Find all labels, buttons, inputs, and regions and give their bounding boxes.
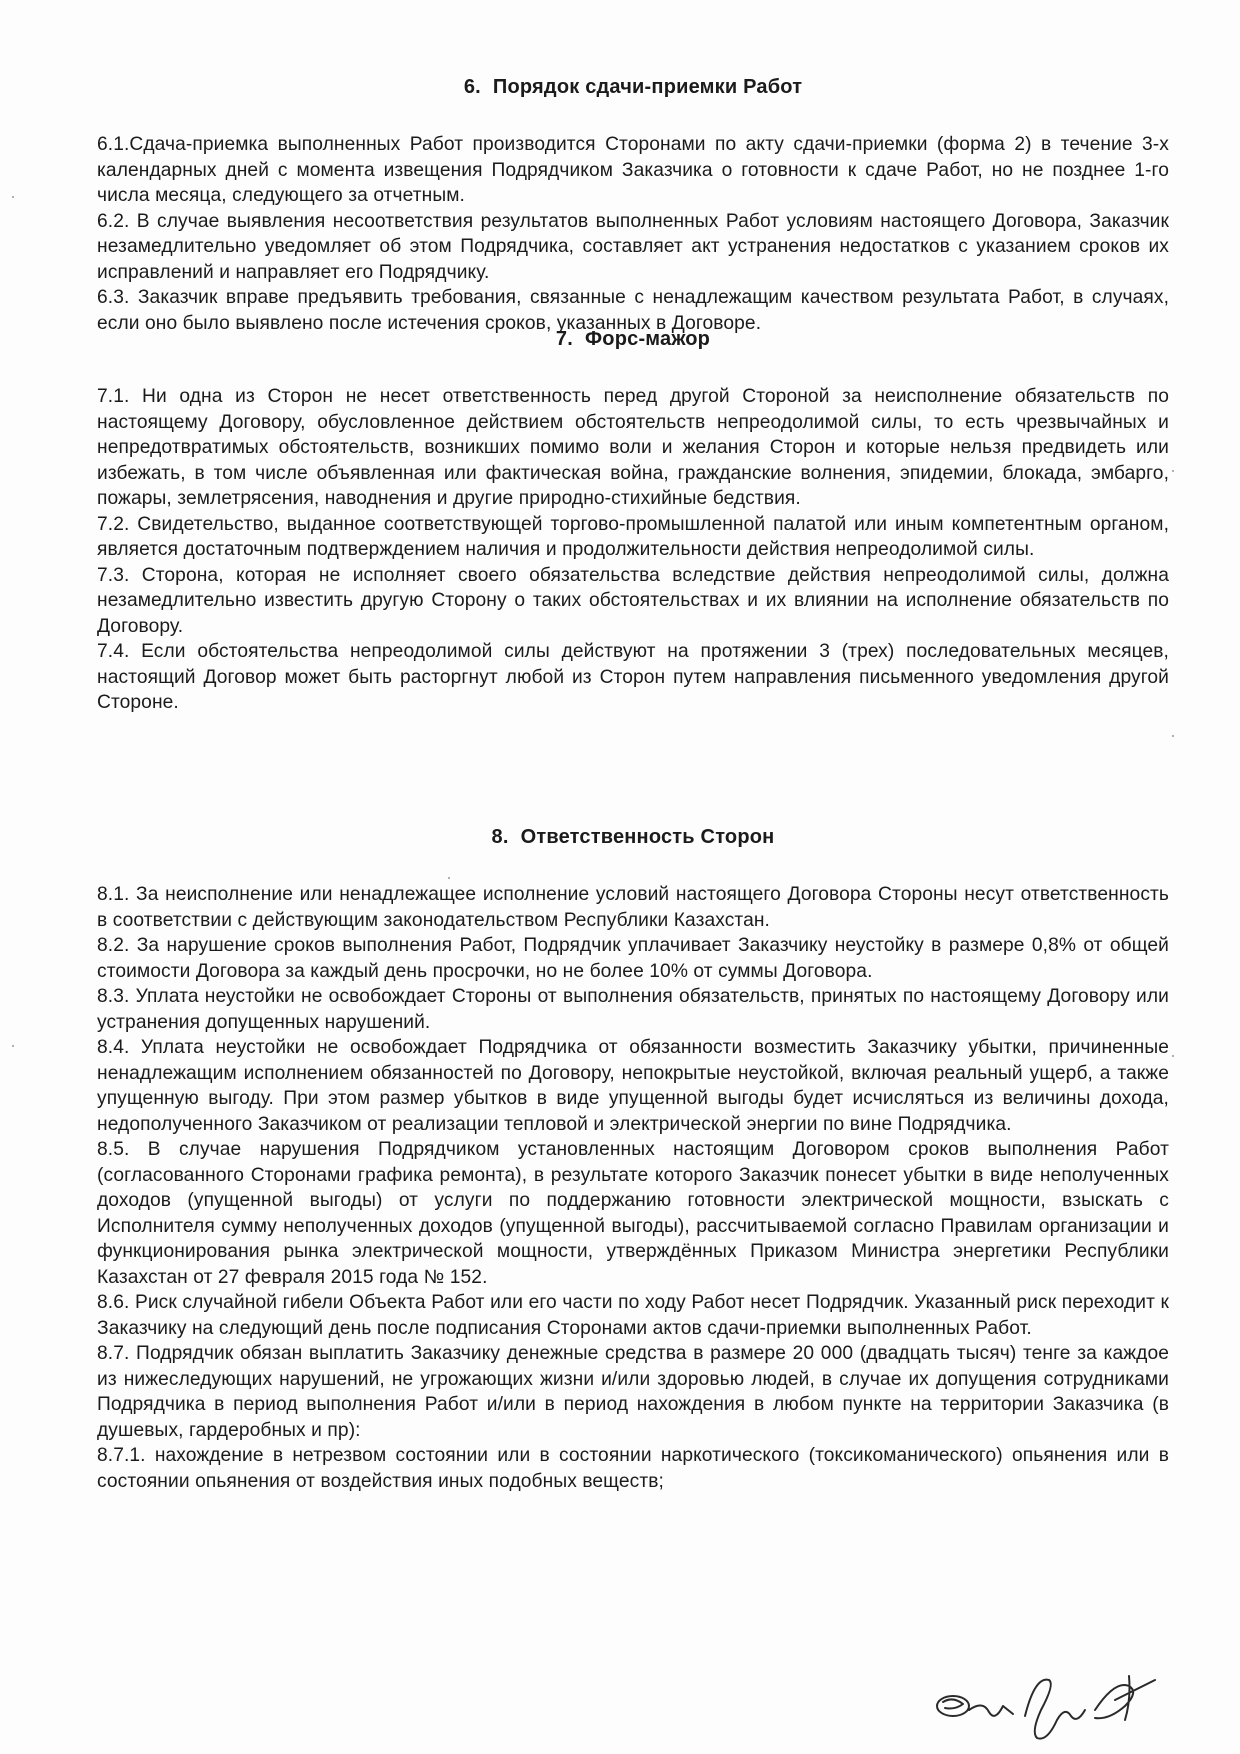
clause-7-4: 7.4. Если обстоятельства непреодолимой силы действуют на протяжении 3 (трех) последовательных месяцев, настоящий Договор может быть расторгнут любой из Сторон путем направления письменного уведомления другой Стороне.: [97, 641, 1169, 713]
clause-6-1: 6.1.Сдача-приемка выполненных Работ производится Сторонами по акту сдачи-приемки (форма 2) в течение 3-х календарных дней с момента извещения Подрядчиком Заказчика о готовности к сдаче Работ, но не позднее 1-го числа месяца, следующего за отчетным.: [97, 134, 1169, 206]
clause-6-3: 6.3. Заказчик вправе предъявить требования, связанные с ненадлежащим качеством результата Работ, в случаях, если оно было выявлено после истечения сроков, указанных в Договоре.: [97, 287, 1169, 334]
scan-speck: [1172, 1055, 1174, 1057]
clause-8-5: 8.5. В случае нарушения Подрядчиком установленных настоящим Договором сроков выполнения Работ (согласованного Сторонами графика ремонта), в результате которого Заказчик понесет убытки в виде неполученных доходов (упущенной выгоды) от услуги по поддержанию готовности электрической мощности, взыскать с Исполнителя сумму неполученных доходов (упущенной выгоды), рассчитываемой согласно Правилам организации и функционирования рынка электрической мощности, утверждённых Приказом Министра энергетики Республики Казахстан от 27 февраля 2015 года № 152.: [97, 1139, 1169, 1288]
clause-8-7-1: 8.7.1. нахождение в нетрезвом состоянии или в состоянии наркотического (токсикоманического) опьянения или в состоянии опьянения от воздействия иных подобных веществ;: [97, 1445, 1169, 1492]
signature-stroke: [1025, 1680, 1085, 1739]
section-6: [97, 76, 1169, 336]
section-title: Ответственность Сторон: [520, 826, 775, 848]
clause-7-1: 7.1. Ни одна из Сторон не несет ответственность перед другой Стороной за неисполнение обязательств по настоящему Договору, обусловленное действием обстоятельств непреодолимой силы, то есть чрезвычайных и непредотвратимых обстоятельств, возникших помимо воли и желания Сторон и которые нельзя предвидеть или избежать, в том числе объявленная или фактическая война, гражданские волнения, эпидемии, блокада, эмбарго, пожары, землетрясения, наводнения и другие природно-стихийные бедствия.: [97, 386, 1169, 509]
clause-8-6: 8.6. Риск случайной гибели Объекта Работ или его части по ходу Работ несет Подрядчик. Указанный риск переходит к Заказчику на следующий день после подписания Сторонами актов сдачи-приемки выполненных Работ.: [97, 1292, 1169, 1339]
section-number: 7.: [555, 328, 574, 350]
section-title: Порядок сдачи-приемки Работ: [492, 76, 803, 98]
clause-8-2: 8.2. За нарушение сроков выполнения Работ, Подрядчик уплачивает Заказчику неустойку в размере 0,8% от общей стоимости Договора за каждый день просрочки, но не более 10% от суммы Договора.: [97, 935, 1169, 982]
section-8: [97, 826, 1169, 1494]
signature-stroke: [1095, 1676, 1155, 1720]
clause-8-4: 8.4. Уплата неустойки не освобождает Подрядчика от обязанности возместить Заказчику убытки, причиненные ненадлежащим исполнением обязанностей по Договору, непокрытые неустойкой, включая реальный ущерб, а также упущенную выгоду. При этом размер убытков в виде упущенной выгоды будет исчисляться из величины дохода, недополученного Заказчиком от реализации тепловой и электрической энергии по вине Подрядчика.: [97, 1037, 1169, 1135]
scan-speck: [1172, 470, 1174, 472]
section-heading: [97, 826, 1169, 849]
scan-speck: [12, 1045, 14, 1047]
clause-7-2: 7.2. Свидетельство, выданное соответствующей торгово-промышленной палатой или иным компетентным органом, является достаточным подтверждением наличия и продолжительности действия непреодолимой силы.: [97, 513, 1169, 560]
section-number: 6.: [463, 76, 481, 98]
clause-7-3: 7.3. Сторона, которая не исполняет своего обязательства вследствие действия непреодолимой силы, должна незамедлительно известить другую Сторону о таких обстоятельствах и их влиянии на исполнение обязательств по Договору.: [97, 564, 1169, 637]
clause-8-7: 8.7. Подрядчик обязан выплатить Заказчику денежные средства в размере 20 000 (двадцать тысяч) тенге за каждое из нижеследующих нарушений, не угрожающих жизни и/или здоровью людей, в случае их допущения сотрудниками Подрядчика в период выполнения Работ и/или в период нахождения в любом пункте на территории Заказчика (в душевых, гардеробных и пр):: [97, 1343, 1169, 1441]
scan-speck: [12, 196, 14, 198]
section-heading: [97, 328, 1169, 351]
scan-speck: [1172, 735, 1174, 737]
section-7: [97, 328, 1169, 716]
clause-6-2: 6.2. В случае выявления несоответствия результатов выполненных Работ условиям настоящего Договора, Заказчик незамедлительно уведомляет об этом Подрядчика, составляет акт устранения недостатков с указанием сроков их исправлений и направляет его Подрядчику.: [97, 210, 1169, 283]
signature-stroke: [969, 1705, 1013, 1715]
clause-8-1: 8.1. За неисполнение или ненадлежащее исполнение условий настоящего Договора Стороны несут ответственность в соответствии с действующим законодательством Республики Казахстан.: [97, 884, 1169, 931]
section-title: Форс-мажор: [585, 328, 711, 350]
scan-speck: [448, 877, 450, 879]
handwritten-signature: [925, 1670, 1175, 1750]
clause-8-3: 8.3. Уплата неустойки не освобождает Стороны от выполнения обязательств, принятых по настоящему Договору или устранения допущенных нарушений.: [97, 986, 1169, 1033]
section-heading: [97, 76, 1169, 99]
signature-stroke: [943, 1699, 963, 1708]
section-number: 8.: [491, 826, 509, 848]
